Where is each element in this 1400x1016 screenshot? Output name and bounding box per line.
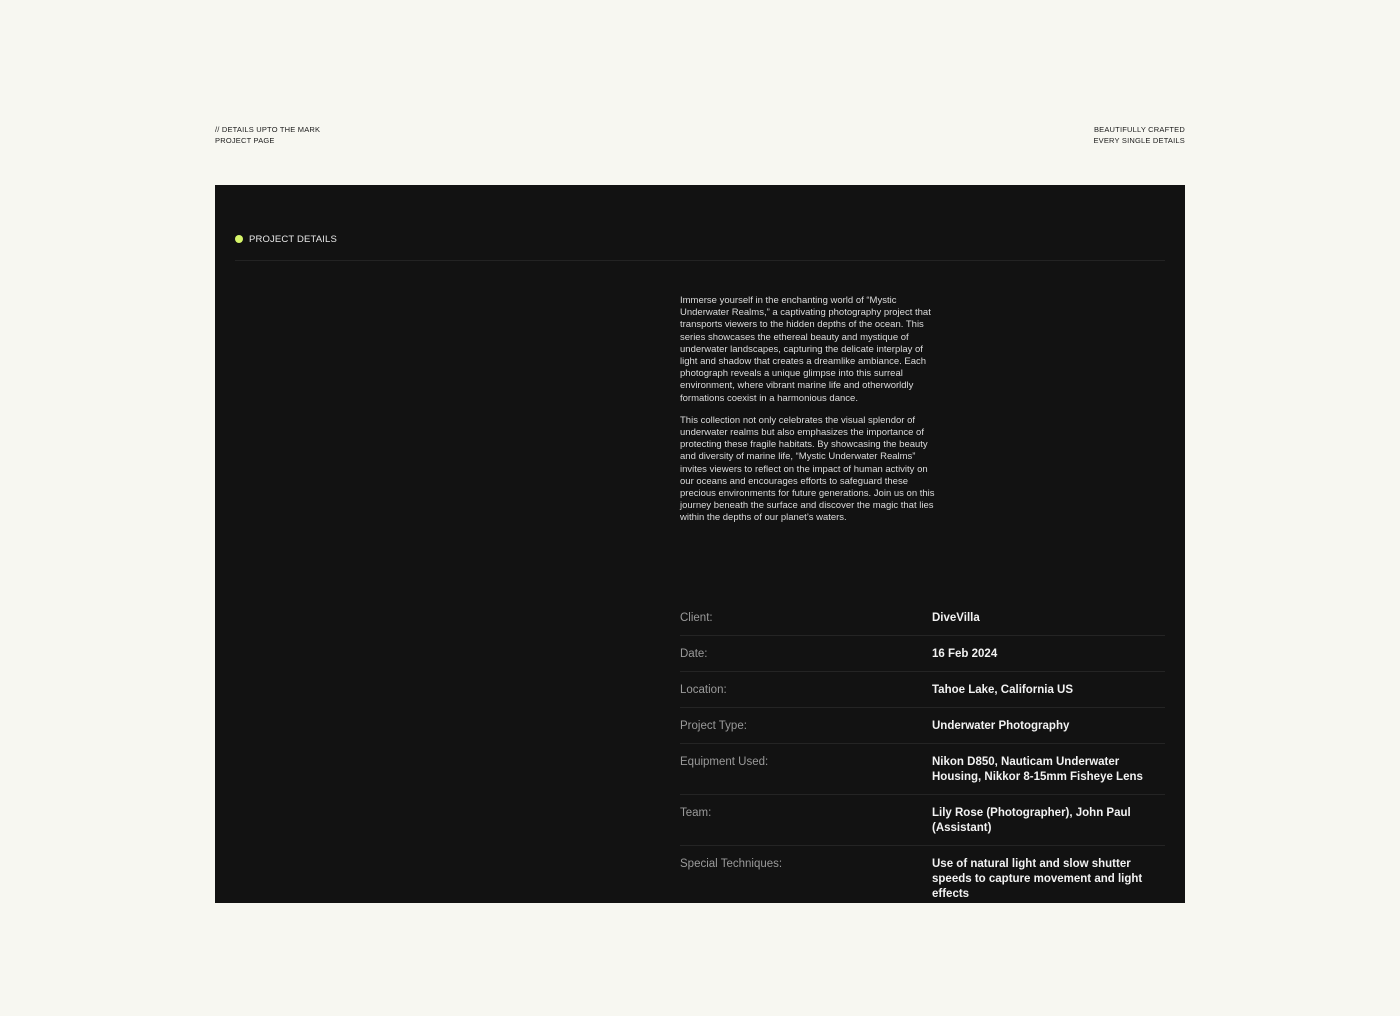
description-paragraph-1: Immerse yourself in the enchanting world of “Mystic Underwater Realms,” a captivating photography project that transports viewers to the hidden depths of the ocean. This series showcases the ethereal beauty and mystique of underwater landscapes, capturing the delicate interplay of light and shadow that creates a dreamlike ambiance. Each photograph reveals a unique glimpse into this surreal environment, where vibrant marine life and otherworldly formations coexist in a harmonious dance.	[680, 295, 931, 404]
details-value: Tahoe Lake, California US	[932, 684, 1074, 696]
details-value: 16 Feb 2024	[932, 648, 998, 660]
details-row-equipment	[680, 744, 1165, 795]
details-value: Use of natural light and slow shutter speeds to capture movement and light effects	[932, 858, 1143, 900]
status-dot-icon	[235, 235, 243, 243]
details-label: Team:	[680, 807, 712, 819]
details-value: Nikon D850, Nauticam Underwater Housing, Nikkor 8-15mm Fisheye Lens	[932, 756, 1143, 783]
details-label: Date:	[680, 648, 708, 660]
details-label: Special Techniques:	[680, 858, 783, 870]
details-value: Underwater Photography	[932, 720, 1070, 732]
details-label: Location:	[680, 684, 727, 696]
project-description	[680, 295, 935, 535]
header-left	[215, 125, 320, 146]
section-title: PROJECT DETAILS	[249, 233, 337, 245]
header-right-line2: EVERY SINGLE DETAILS	[1093, 135, 1185, 145]
header-left-tagline: // DETAILS UPTO THE MARK	[215, 125, 321, 134]
details-table	[680, 600, 1165, 911]
details-row-client	[680, 600, 1165, 636]
details-value: Lily Rose (Photographer), John Paul (Assistant)	[932, 807, 1131, 834]
heading-divider	[235, 260, 1165, 261]
header-right	[1093, 125, 1185, 146]
details-row-special-techniques	[680, 846, 1165, 911]
details-row-project-type	[680, 708, 1165, 744]
details-row-location	[680, 672, 1165, 708]
details-label: Equipment Used:	[680, 756, 769, 768]
project-details-panel	[215, 185, 1185, 903]
details-row-team	[680, 795, 1165, 846]
details-value: DiveVilla	[932, 612, 980, 624]
details-label: Client:	[680, 612, 713, 624]
description-paragraph-2: This collection not only celebrates the visual splendor of underwater realms but also emphasizes the importance of protecting these fragile habitats. By showcasing the beauty and diversity of marine life, “Mystic Underwater Realms” invites viewers to reflect on the impact of human activity on our oceans and encourages efforts to safeguard these precious environments for future generations. Join us on this journey beneath the surface and discover the magic that lies within the depths of our planet’s waters.	[680, 414, 935, 524]
header-right-line1: BEAUTIFULLY CRAFTED	[1093, 125, 1185, 134]
header-left-page-label: PROJECT PAGE	[215, 135, 275, 145]
details-row-date	[680, 636, 1165, 672]
details-label: Project Type:	[680, 720, 747, 732]
section-heading	[235, 233, 337, 245]
